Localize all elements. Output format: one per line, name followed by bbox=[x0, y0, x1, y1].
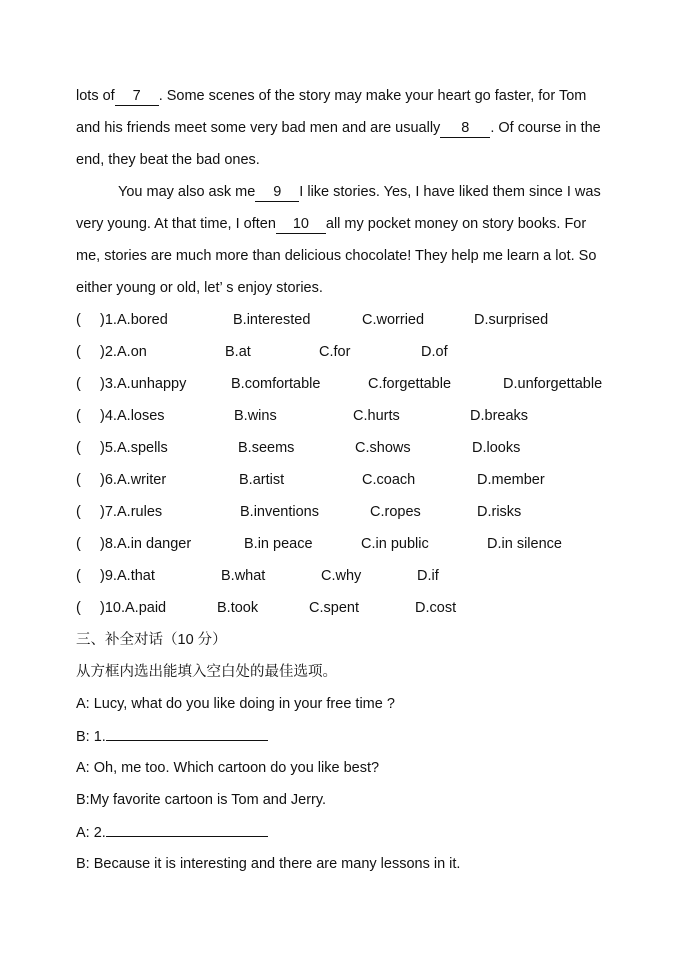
dialogue-line-5: A: 2. bbox=[76, 822, 268, 843]
option-b[interactable]: B.comfortable bbox=[231, 376, 321, 392]
option-b[interactable]: B.wins bbox=[234, 408, 277, 424]
answer-blank-2[interactable] bbox=[106, 822, 268, 837]
option-a[interactable]: A.paid bbox=[125, 600, 167, 616]
option-a[interactable]: A.spells bbox=[117, 440, 168, 456]
passage-line-7: either young or old, let’ s enjoy stories. bbox=[76, 280, 323, 296]
option-a[interactable]: A.that bbox=[117, 568, 155, 584]
option-c[interactable]: C.spent bbox=[309, 600, 359, 616]
dialogue-line-2: B: 1. bbox=[76, 726, 268, 747]
option-a[interactable]: A.in danger bbox=[117, 536, 192, 552]
option-b[interactable]: B.seems bbox=[238, 440, 295, 456]
passage-line-6: me, stories are much more than delicious chocolate! They help me learn a lot. So bbox=[76, 248, 597, 264]
section-instruction: 从方框内选出能填入空白处的最佳选项。 bbox=[76, 664, 337, 680]
answer-blank-1[interactable] bbox=[106, 726, 268, 741]
option-d[interactable]: D.risks bbox=[477, 504, 522, 520]
option-b[interactable]: B.interested bbox=[233, 312, 311, 328]
passage-line-3: end, they beat the bad ones. bbox=[76, 152, 260, 168]
blank-10[interactable]: 10 bbox=[276, 216, 326, 234]
dialogue-line-6: B: Because it is interesting and there are many lessons in it. bbox=[76, 856, 461, 872]
passage-line-2: and his friends meet some very bad men and are usually 8 . Of course in the bbox=[76, 120, 601, 136]
option-a[interactable]: A.bored bbox=[117, 312, 168, 328]
dialogue-line-4: B:My favorite cartoon is Tom and Jerry. bbox=[76, 792, 327, 808]
option-b[interactable]: B.at bbox=[225, 344, 251, 360]
blank-8[interactable]: 8 bbox=[440, 120, 490, 138]
option-c[interactable]: C.forgettable bbox=[368, 376, 452, 392]
worksheet-page: lots of 7 . Some scenes of the story may make your heart go faster, for Tom and his friends meet some very bad men and are usually 8 . Of course in the end, they beat the bad ones. You may also ask me 9 I like stories. Yes, I have liked them since I was very young. At that time, I often 10 all my pocket money on story books. For me, stories are much more than delicious chocolate! They help me learn a lot. So either young or old, let’ s enjoy stories. ( )1. A.bored B.interested C.worried D.surprised ( )2. A.on B.at C.for D.of ( )3. A.unhappy B.comfortable C.forgettable D.unforgettable ( )4. A.loses B.wins C.hurts D.breaks ( )5. A.spells B.seems C.shows D.looks ( )6. A.writer B.artist C.coach D.member ( )7. A.rules B.inventions C.ropes D.risks ( )8. A.in danger B.in peace C.in public D.in silence ( )9. A.that B.what C.why D.if ( )10. A.paid B.took C.spent D.cost 三、补全对话（10 分） 从方框内选出能填入空白处的最佳选项。 A: Lucy, what do you like doing in your free time ? B: 1. A: Oh, me too. Which cartoon do you like best? B:My favorite cartoon is Tom and Jerry. A: 2. B: Because it is interesting and there are many lessons in it. bbox=[76, 88, 603, 872]
blank-7[interactable]: 7 bbox=[115, 88, 159, 106]
option-c[interactable]: C.worried bbox=[362, 312, 425, 328]
passage-line-5: very young. At that time, I often 10 all my pocket money on story books. For bbox=[76, 216, 587, 232]
option-c[interactable]: C.ropes bbox=[370, 504, 421, 520]
option-b[interactable]: B.inventions bbox=[240, 504, 319, 520]
option-d[interactable]: D.breaks bbox=[470, 408, 529, 424]
option-a[interactable]: A.writer bbox=[117, 472, 167, 488]
option-d[interactable]: D.looks bbox=[472, 440, 521, 456]
option-d[interactable]: D.of bbox=[421, 344, 448, 360]
option-c[interactable]: C.hurts bbox=[353, 408, 400, 424]
passage-line-1: lots of 7 . Some scenes of the story may make your heart go faster, for Tom bbox=[76, 88, 587, 104]
option-d[interactable]: D.member bbox=[477, 472, 545, 488]
option-c[interactable]: C.in public bbox=[361, 536, 429, 552]
option-c[interactable]: C.for bbox=[319, 344, 351, 360]
option-c[interactable]: C.shows bbox=[355, 440, 411, 456]
option-d[interactable]: D.in silence bbox=[487, 536, 562, 552]
option-b[interactable]: B.in peace bbox=[244, 536, 313, 552]
blank-9[interactable]: 9 bbox=[255, 184, 299, 202]
option-c[interactable]: C.coach bbox=[362, 472, 416, 488]
option-a[interactable]: A.loses bbox=[117, 408, 165, 424]
option-b[interactable]: B.what bbox=[221, 568, 266, 584]
option-b[interactable]: B.took bbox=[217, 600, 259, 616]
option-d[interactable]: D.if bbox=[417, 568, 439, 584]
option-c[interactable]: C.why bbox=[321, 568, 362, 584]
option-a[interactable]: A.unhappy bbox=[117, 376, 187, 392]
option-b[interactable]: B.artist bbox=[239, 472, 285, 488]
option-d[interactable]: D.surprised bbox=[474, 312, 549, 328]
dialogue-line-3: A: Oh, me too. Which cartoon do you like best? bbox=[76, 760, 380, 776]
option-a[interactable]: A.on bbox=[117, 344, 147, 360]
option-d[interactable]: D.unforgettable bbox=[503, 376, 603, 392]
passage-line-4: You may also ask me 9 I like stories. Yes, I have liked them since I was bbox=[118, 184, 601, 200]
option-d[interactable]: D.cost bbox=[415, 600, 457, 616]
section-heading: 三、补全对话（10 分） bbox=[76, 632, 227, 648]
option-a[interactable]: A.rules bbox=[117, 504, 163, 520]
dialogue-line-1: A: Lucy, what do you like doing in your free time ? bbox=[76, 696, 395, 712]
